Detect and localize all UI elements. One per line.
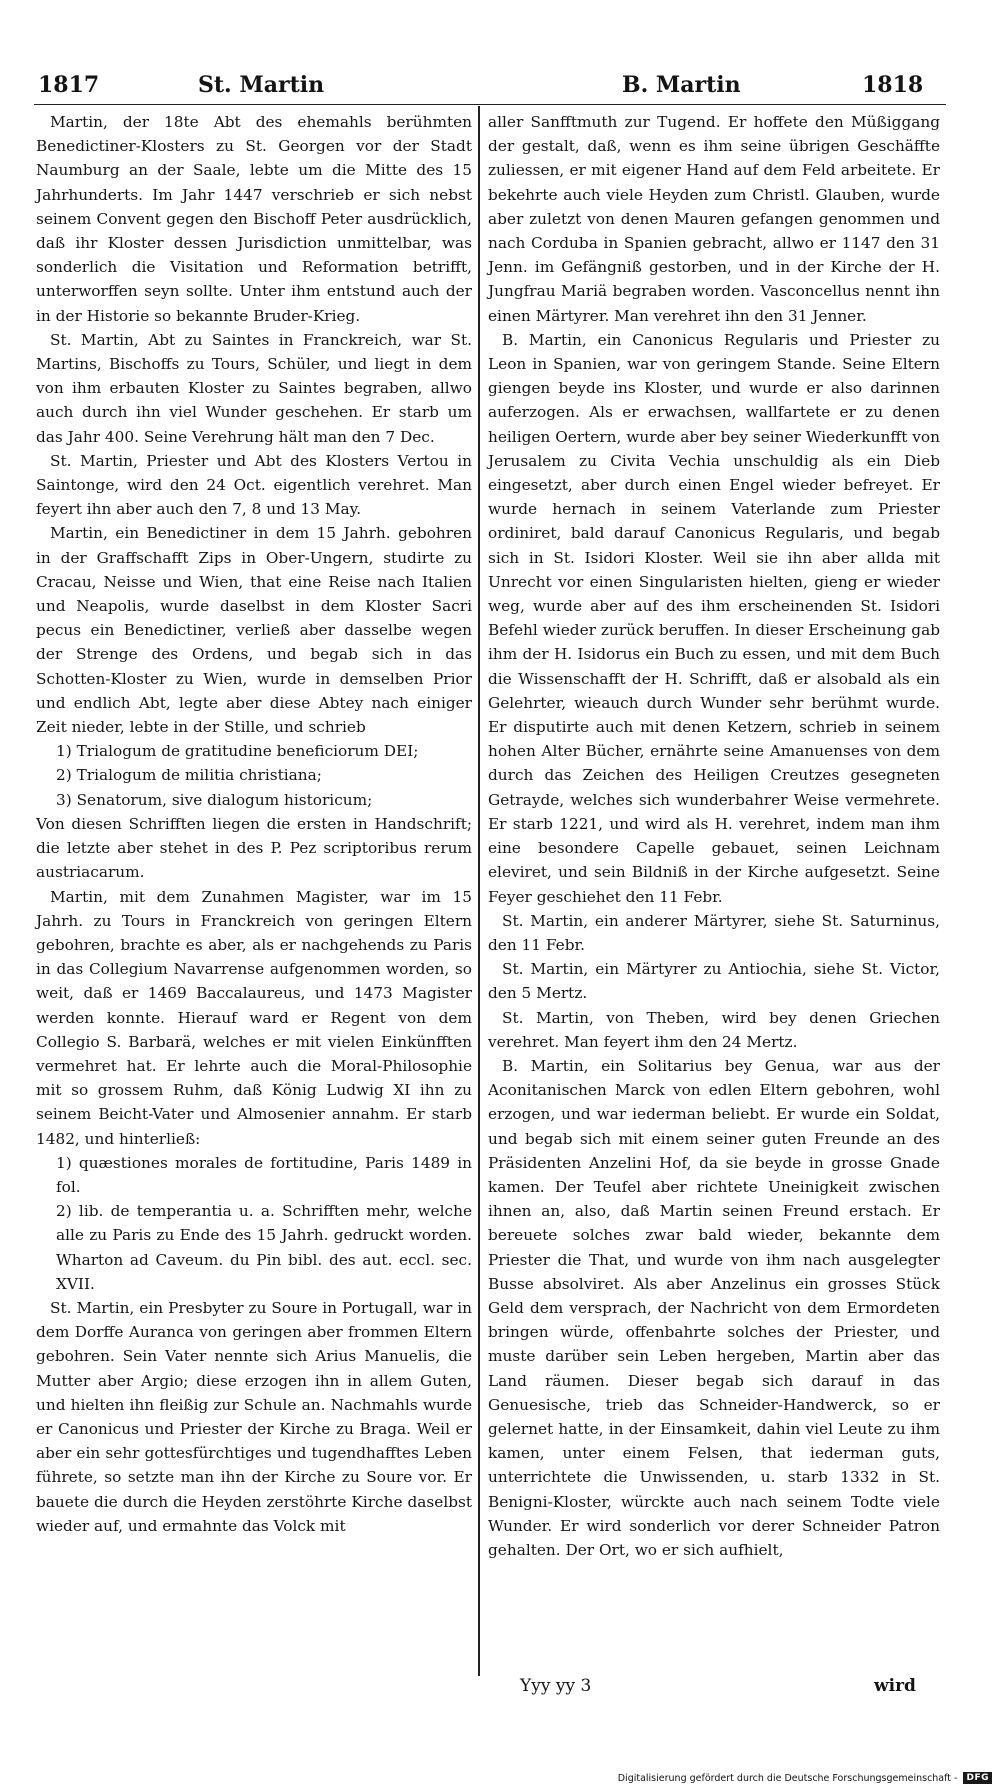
entry-continuation: aller Sanfftmuth zur Tugend. Er hoffete den Müßiggang der gestalt, daß, wenn es ihm seine übrigen Geschäffte zuliessen, er mit eigener Hand auf dem Feld arbeitete. Er bekehrte auch viele Heyden zum Christl. Glauben, wurde aber zuletzt von denen Mauren gefangen genommen und nach Corduba in Spanien gebracht, allwo er 1147 den 31 Jenn. im Gefängniß gestorben, und in der Kirche der H. Jungfrau Mariä begraben worden. Vasconcellus nennt ihn einen Märtyrer. Man verehret ihn den 31 Jenner. bbox=[488, 113, 940, 325]
list-item: 1) quæstiones morales de fortitudine, Paris 1489 in fol. bbox=[56, 1153, 472, 1196]
signature-mark: Yyy yy 3 bbox=[520, 1676, 592, 1696]
entry-note-manuscripts: Von diesen Schrifften liegen die ersten in Handschrift; die letzte aber stehet in des P. Pez scriptoribus rerum austriacarum. bbox=[36, 814, 472, 882]
entry-martin-genua: B. Martin, ein Solitarius bey Genua, war aus der Aconitanischen Marck von edlen Eltern gebohren, wohl erzogen, und war iederman beliebt. Er wurde ein Soldat, und begab sich mit einem seiner guten Freunde an des Präsidenten Anzelini Hof, da sie beyde in grosse Gnade kamen. Der Teufel aber richtete Uneinigkeit zwischen ihnen an, also, daß Martin seinen Freund erstach. Er bereuete solches zwar bald wieder, bekannte dem Priester die That, und wurde von ihm nach ausgelegter Busse absolviret. Als aber Anzelinus ein grosses Stück Geld dem versprach, der Nachricht von dem Ermordeten bringen würde, offenbahrte solches der Priester, und muste darüber sein Leben hergeben, Martin aber das Land räumen. Dieser begab sich darauf in das Genuesische, trieb das Schneider-Handwerck, so er gelernet hatte, in der Einsamkeit, dahin viel Leute zu ihm kamen, unter einem Felsen, that iederman guts, unterrichtete die Unwissenden, u. starb 1332 in St. Benigni-Kloster, würckte auch nach seinem Todte viele Wunder. Er wird sonderlich vor derer Schneider Patron gehalten. Der Ort, wo er sich aufhielt, bbox=[488, 1056, 940, 1559]
running-header bbox=[0, 70, 1000, 104]
entry-martin-naumburg: Martin, der 18te Abt des ehemahls berühmten Benedictiner-Klosters zu St. Georgen vor der Stadt Naumburg an der Saale, lebte um die Mitte des 15 Jahrhunderts. Im Jahr 1447 verschrieb er sich nebst seinem Convent gegen den Bischoff Peter ausdrücklich, daß ihr Kloster dessen Jurisdiction unmittelbar, was sonderlich die Visitation und Reformation betrifft, unterworffen seyn sollte. Unter ihm entstund auch der in der Historie so bekannte Bruder-Krieg. bbox=[36, 113, 472, 325]
entry-martin-benedictiner: Martin, ein Benedictiner in dem 15 Jahrh. gebohren in der Graffschafft Zips in Ober-Ungern, studirte zu Cracau, Neisse und Wien, that eine Reise nach Italien und Neapolis, wurde daselbst in dem Kloster Sacri pecus ein Benedictiner, verließ aber dasselbe wegen der Strenge des Ordens, und begab sich in das Schotten-Kloster zu Wien, wurde in demselben Prior und endlich Abt, legte aber diese Abtey nach einiger Zeit nieder, lebte in der Stille, und schrieb bbox=[36, 524, 472, 737]
header-rule bbox=[34, 104, 946, 105]
works-list-1 bbox=[36, 739, 472, 812]
entry-martin-saturninus: St. Martin, ein anderer Märtyrer, siehe St. Saturninus, den 11 Febr. bbox=[488, 911, 940, 954]
column-divider bbox=[478, 106, 480, 1676]
dfg-logo: DFG bbox=[963, 1772, 992, 1784]
running-title-left: St. Martin bbox=[198, 72, 325, 98]
entry-martin-magister: Martin, mit dem Zunahmen Magister, war im 15 Jahrh. zu Tours in Franckreich von geringen Eltern gebohren, brachte es aber, als er nachgehends zu Paris in das Collegium Navarrense aufgenommen worden, so weit, daß er 1469 Baccalaureus, und 1473 Magister werden konnte. Hierauf ward er Regent von dem Collegio S. Barbarä, welches er mit vielen Einkünfften vermehret hat. Er lehrte auch die Moral-Philosophie mit so grossem Ruhm, daß König Ludwig XI ihn zu seinem Beicht-Vater und Almosenier annahm. Er starb 1482, und hinterließ: bbox=[36, 887, 472, 1148]
entry-martin-antiochia: St. Martin, ein Märtyrer zu Antiochia, siehe St. Victor, den 5 Mertz. bbox=[488, 960, 940, 1003]
footer bbox=[618, 1770, 992, 1786]
funding-note: Digitalisierung gefördert durch die Deutsche Forschungsgemeinschaft - bbox=[617, 1772, 958, 1784]
page-number-right: 1818 bbox=[862, 72, 924, 98]
works-list-2 bbox=[36, 1151, 472, 1296]
running-title-right: B. Martin bbox=[622, 72, 741, 98]
entry-martin-saintes: St. Martin, Abt zu Saintes in Franckreich, war St. Martins, Bischoffs zu Tours, Schüler, und liegt in dem von ihm erbauten Kloster zu Saintes begraben, allwo auch durch ihn viel Wunder geschehen. Er starb um das Jahr 400. Seine Verehrung hält man den 7 Dec. bbox=[36, 330, 472, 446]
list-item: 1) Trialogum de gratitudine beneficiorum DEI; bbox=[56, 742, 419, 761]
list-item: 2) lib. de temperantia u. a. Schrifften mehr, welche alle zu Paris zu Ende des 15 Jahrh. gedruckt worden. Wharton ad Caveum. du Pin bibl. des aut. eccl. sec. XVII. bbox=[56, 1202, 472, 1293]
left-column bbox=[36, 110, 472, 1538]
entry-martin-leon: B. Martin, ein Canonicus Regularis und Priester zu Leon in Spanien, war von geringem Stande. Seine Eltern giengen beyde ins Kloster, und wurde er also darinnen auferzogen. Als er erwachsen, wallfartete er zu denen heiligen Oertern, wurde aber bey seiner Wiederkunfft von Jerusalem zu Civita Vechia unschuldig als ein Dieb eingesetzt, aber durch einen Engel wieder befreyet. Er wurde hernach in seinem Vaterlande zum Priester ordiniret, bald darauf Canonicus Regularis, und begab sich in St. Isidori Kloster. Weil sie ihn aber allda mit Unrecht vor einen Singularisten hielten, gieng er wieder weg, wurde aber auf des ihm erscheinenden St. Isidori Befehl wieder zurück beruffen. In dieser Erscheinung gab ihm der H. Isidorus ein Buch zu essen, und mit dem Buch die Wissenschafft der H. Schrifft, daß er alsobald als ein Gelehrter, wieauch durch Wunder sehr berühmt wurde. Er disputirte auch mit denen Ketzern, schrieb in seinem hohen Alter Bücher, ernährte seine Amanuenses von dem durch das Zeichen des Heiligen Creutzes gesegneten Getrayde, welches sich wunderbahrer Weise vermehrete. Er starb 1221, und wird als H. verehret, indem man ihm eine besondere Capelle gebauet, seinen Leichnam eleviret, und sein Bildniß in der Kirche aufgesetzt. Seine Feyer geschiehet den 11 Febr. bbox=[488, 330, 940, 906]
list-item: 3) Senatorum, sive dialogum historicum; bbox=[56, 790, 373, 809]
list-item: 2) Trialogum de militia christiana; bbox=[56, 766, 322, 785]
entry-martin-theben: St. Martin, von Theben, wird bey denen Griechen verehret. Man feyert ihm den 24 Mertz. bbox=[488, 1008, 940, 1051]
catchword: wird bbox=[874, 1676, 916, 1696]
entry-martin-soure: St. Martin, ein Presbyter zu Soure in Portugall, war in dem Dorffe Auranca von geringen aber frommen Eltern gebohren. Sein Vater nennte sich Arius Manuelis, die Mutter aber Argio; diese erzogen ihn in allem Guten, und hielten ihn fleißig zur Schule an. Nachmahls wurde er Canonicus und Priester der Kirche zu Braga. Weil er aber ein sehr gottesfürchtiges und tugendhafftes Leben führete, so setzte man ihn der Kirche zu Soure vor. Er bauete die durch die Heyden zerstöhrte Kirche daselbst wieder auf, und ermahnte das Volck mit bbox=[36, 1298, 472, 1535]
right-column bbox=[488, 110, 940, 1562]
page-number-left: 1817 bbox=[38, 72, 100, 98]
entry-martin-vertou: St. Martin, Priester und Abt des Klosters Vertou in Saintonge, wird den 24 Oct. eigentlich verehret. Man feyert ihn aber auch den 7, 8 und 13 May. bbox=[36, 451, 472, 519]
